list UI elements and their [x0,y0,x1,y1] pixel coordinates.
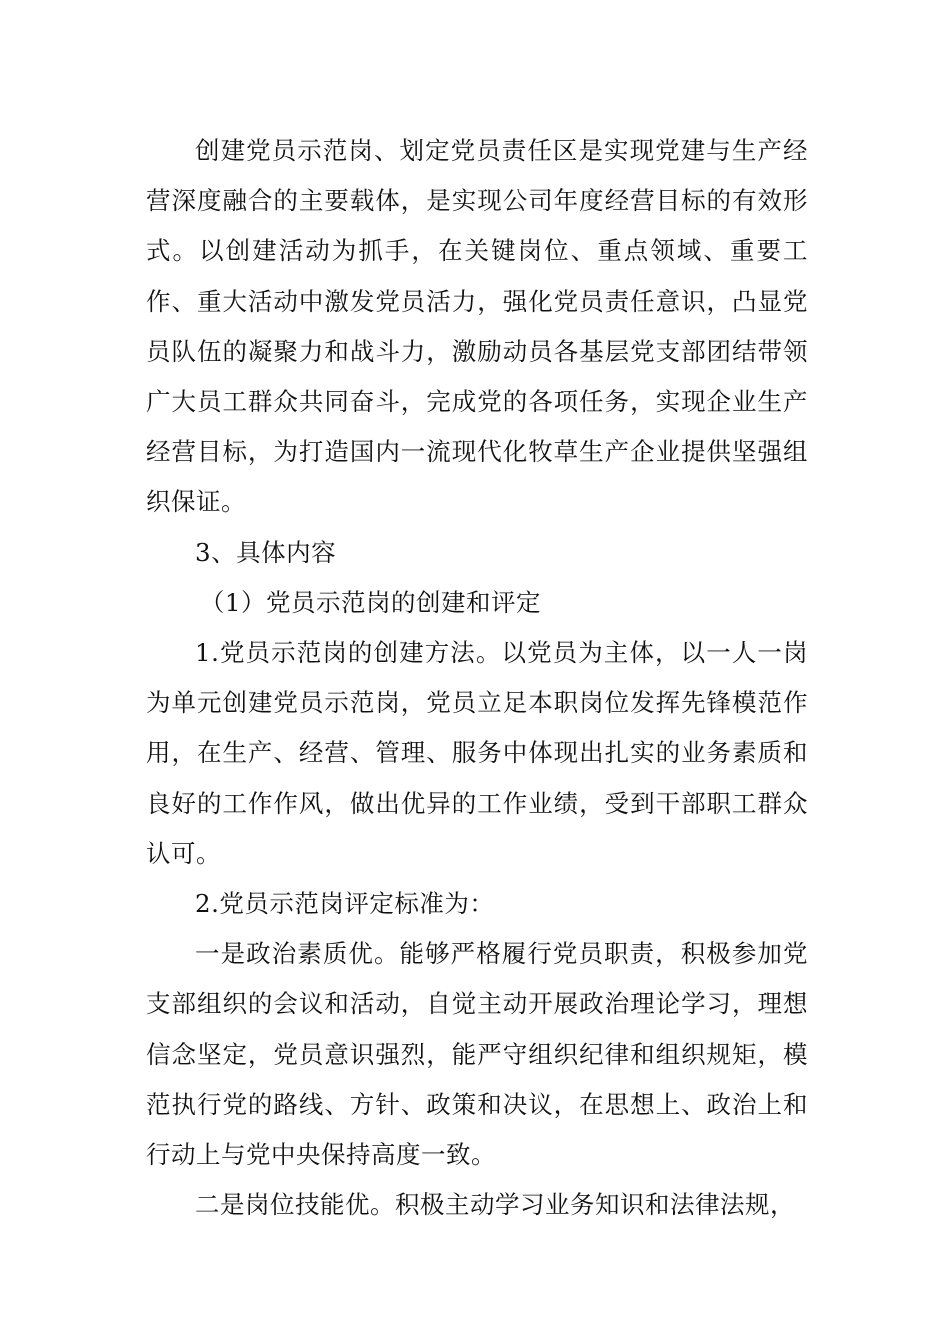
paragraph-criteria-title: 2.党员示范岗评定标准为： [195,889,495,919]
paragraph-intro: 创建党员示范岗、划定党员责任区是实现党建与生产经营深度融合的主要载体，是实现公司年度经营目标的有效形式。以创建活动为抓手，在关键岗位、重点领域、重要工作、重大活动中激发党员活力，强化党员责任意识，凸显党员队伍的凝聚力和战斗力，激励动员各基层党支部团结带领广大员工群众共同奋斗，完成党的各项任务，实现企业生产经营目标，为打造国内一流现代化牧草生产企业提供坚强组织保证。 [146,136,808,517]
paragraph-method: 1.党员示范岗的创建方法。以党员为主体，以一人一岗为单元创建党员示范岗，党员立足本职岗位发挥先锋模范作用，在生产、经营、管理、服务中体现出扎实的业务素质和良好的工作作风，做出优异的工作业绩，受到干部职工群众认可。 [146,638,808,868]
paragraph-criteria-political: 一是政治素质优。能够严格履行党员职责，积极参加党支部组织的会议和活动，自觉主动开展政治理论学习，理想信念坚定，党员意识强烈，能严守组织纪律和组织规矩，模范执行党的路线、方针、政策和决议，在思想上、政治上和行动上与党中央保持高度一致。 [146,939,808,1170]
document-page [146,126,808,1230]
subsection-heading: （1）党员示范岗的创建和评定 [199,587,541,617]
section-heading: 3、具体内容 [195,537,337,567]
paragraph-criteria-skills: 二是岗位技能优。积极主动学习业务知识和法律法规， [195,1190,795,1220]
